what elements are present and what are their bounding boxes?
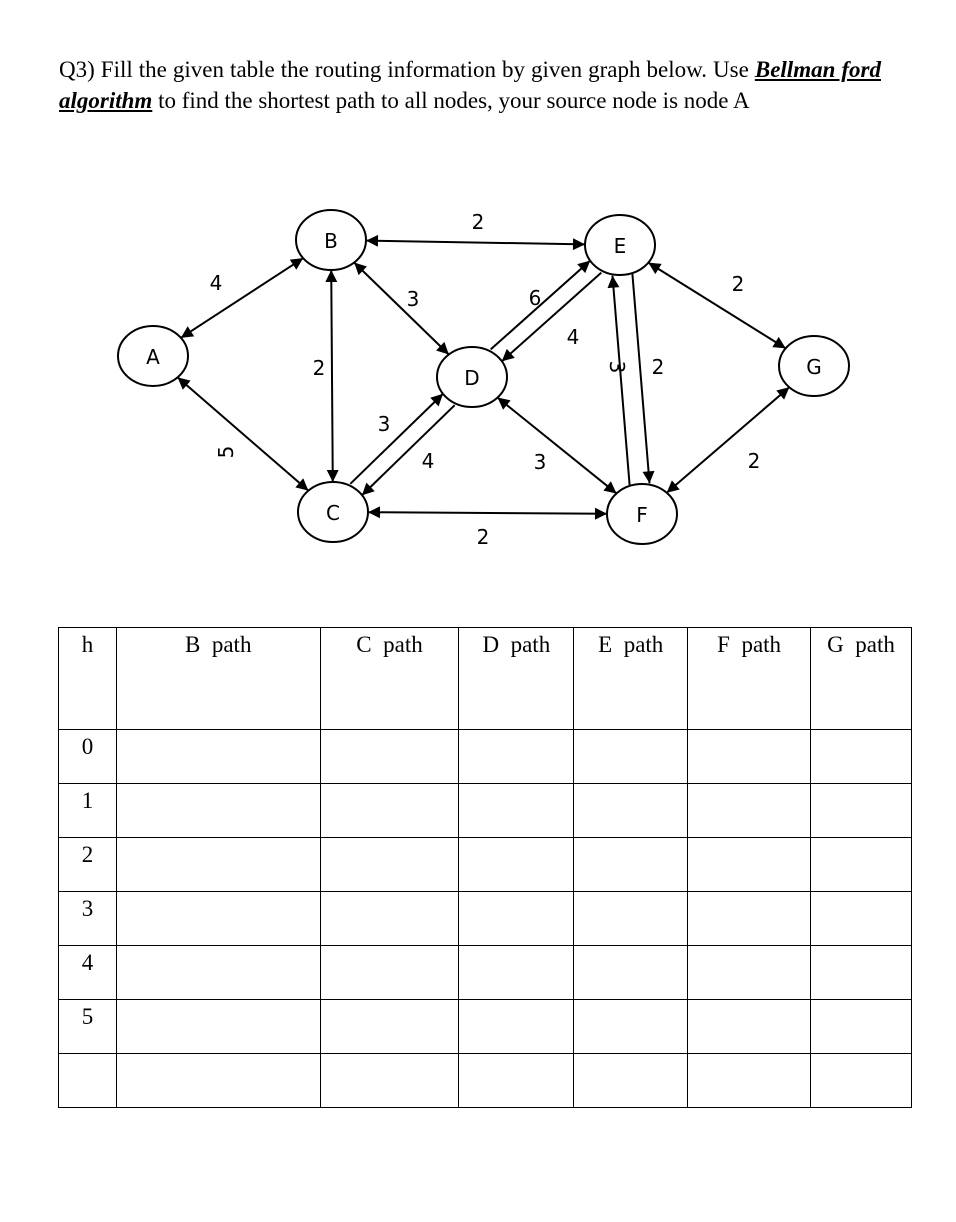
edge-e-f [632, 274, 649, 483]
question-suffix: to find the shortest path to all nodes, your source node is node A [158, 87, 750, 113]
node-d [437, 347, 507, 407]
question-prefix: Q3) Fill the given table the routing information by given graph below. Use [59, 57, 749, 82]
graph-nodes [118, 210, 849, 544]
column-header: D path [459, 628, 574, 730]
node-g [779, 336, 849, 396]
table-body [59, 730, 912, 1108]
edge-weight-b-e: 2 [471, 210, 485, 234]
path-cell[interactable] [320, 892, 459, 946]
edge-e-d [502, 273, 602, 362]
node-a [118, 326, 188, 386]
table-row [59, 784, 912, 838]
hop-cell: 2 [59, 838, 117, 892]
hop-cell: 1 [59, 784, 117, 838]
node-label: D [464, 366, 480, 390]
path-cell[interactable] [459, 784, 574, 838]
path-cell[interactable] [688, 730, 811, 784]
path-cell[interactable] [574, 784, 688, 838]
path-cell[interactable] [574, 838, 688, 892]
path-cell[interactable] [459, 892, 574, 946]
edge-a-b [181, 258, 303, 338]
path-cell[interactable] [459, 730, 574, 784]
path-cell[interactable] [116, 784, 320, 838]
node-e [585, 215, 655, 275]
path-cell[interactable] [116, 730, 320, 784]
path-cell[interactable] [574, 730, 688, 784]
table-row [59, 838, 912, 892]
path-cell[interactable] [688, 1000, 811, 1054]
edge-e-g [648, 263, 785, 349]
path-cell[interactable] [574, 1054, 688, 1108]
path-cell[interactable] [811, 838, 912, 892]
hop-cell: 5 [59, 1000, 117, 1054]
node-label: B [324, 229, 338, 253]
network-graph [0, 0, 956, 600]
edge-b-c [331, 270, 333, 482]
path-cell[interactable] [811, 892, 912, 946]
node-label: E [613, 234, 627, 258]
path-cell[interactable] [459, 1000, 574, 1054]
edge-weight-e-g: 2 [731, 272, 745, 296]
table-row [59, 946, 912, 1000]
path-cell[interactable] [320, 946, 459, 1000]
path-cell[interactable] [811, 1000, 912, 1054]
path-cell[interactable] [688, 784, 811, 838]
path-cell[interactable] [574, 1000, 688, 1054]
edge-a-c [178, 377, 309, 490]
node-c [298, 482, 368, 542]
path-cell[interactable] [459, 1054, 574, 1108]
path-cell[interactable] [116, 946, 320, 1000]
path-cell[interactable] [688, 946, 811, 1000]
edge-b-d [354, 262, 449, 354]
edge-weight-c-d: 4 [421, 449, 435, 473]
node-label: F [636, 503, 648, 527]
node-label: A [146, 345, 160, 369]
path-cell[interactable] [688, 892, 811, 946]
path-cell[interactable] [320, 1054, 459, 1108]
path-cell[interactable] [811, 730, 912, 784]
edge-weight-f-e: 3 [605, 360, 629, 374]
edge-weight-f-g: 2 [747, 449, 761, 473]
path-cell[interactable] [116, 892, 320, 946]
node-f [607, 484, 677, 544]
table-row [59, 730, 912, 784]
hop-cell: 3 [59, 892, 117, 946]
edge-f-e [612, 276, 629, 485]
path-cell[interactable] [320, 838, 459, 892]
table-header-row [59, 628, 912, 730]
path-cell[interactable] [688, 838, 811, 892]
path-cell[interactable] [320, 1000, 459, 1054]
edge-weight-b-d: 3 [406, 287, 420, 311]
node-label: C [326, 501, 340, 525]
edge-weight-b-c: 2 [312, 356, 326, 380]
hop-cell: 4 [59, 946, 117, 1000]
edge-weight-e-d: 6 [528, 286, 542, 310]
path-cell[interactable] [320, 784, 459, 838]
edge-c-f [368, 512, 607, 514]
path-cell[interactable] [459, 946, 574, 1000]
node-label: G [806, 355, 822, 379]
column-header: C path [320, 628, 459, 730]
column-header: E path [574, 628, 688, 730]
path-cell[interactable] [811, 946, 912, 1000]
path-cell[interactable] [116, 838, 320, 892]
hop-cell [59, 1054, 117, 1108]
path-cell[interactable] [811, 1054, 912, 1108]
table-row [59, 1054, 912, 1108]
edge-weight-d-c: 3 [377, 412, 391, 436]
path-cell[interactable] [116, 1000, 320, 1054]
column-header: F path [688, 628, 811, 730]
edge-weight-d-f: 3 [533, 450, 547, 474]
edge-weight-e-f: 2 [651, 355, 665, 379]
path-cell[interactable] [116, 1054, 320, 1108]
path-cell[interactable] [811, 784, 912, 838]
column-header: G path [811, 628, 912, 730]
table-row [59, 892, 912, 946]
edge-d-c [362, 405, 455, 495]
edge-weight-a-b: 4 [209, 271, 223, 295]
table-row [59, 1000, 912, 1054]
routing-table [58, 627, 912, 1108]
path-cell[interactable] [574, 892, 688, 946]
path-cell[interactable] [574, 946, 688, 1000]
edge-b-e [366, 241, 585, 245]
edge-weight-d-e: 4 [566, 325, 580, 349]
column-header: h [59, 628, 117, 730]
column-header: B path [116, 628, 320, 730]
edge-weight-c-f: 2 [476, 525, 490, 549]
question-emphasis: Bellman ford algorithm [59, 57, 882, 113]
path-cell[interactable] [688, 1054, 811, 1108]
path-cell[interactable] [320, 730, 459, 784]
edge-f-g [667, 387, 790, 492]
path-cell[interactable] [459, 838, 574, 892]
edge-weight-a-c: 5 [214, 445, 238, 459]
node-b [296, 210, 366, 270]
hop-cell: 0 [59, 730, 117, 784]
edge-d-f [497, 398, 616, 494]
